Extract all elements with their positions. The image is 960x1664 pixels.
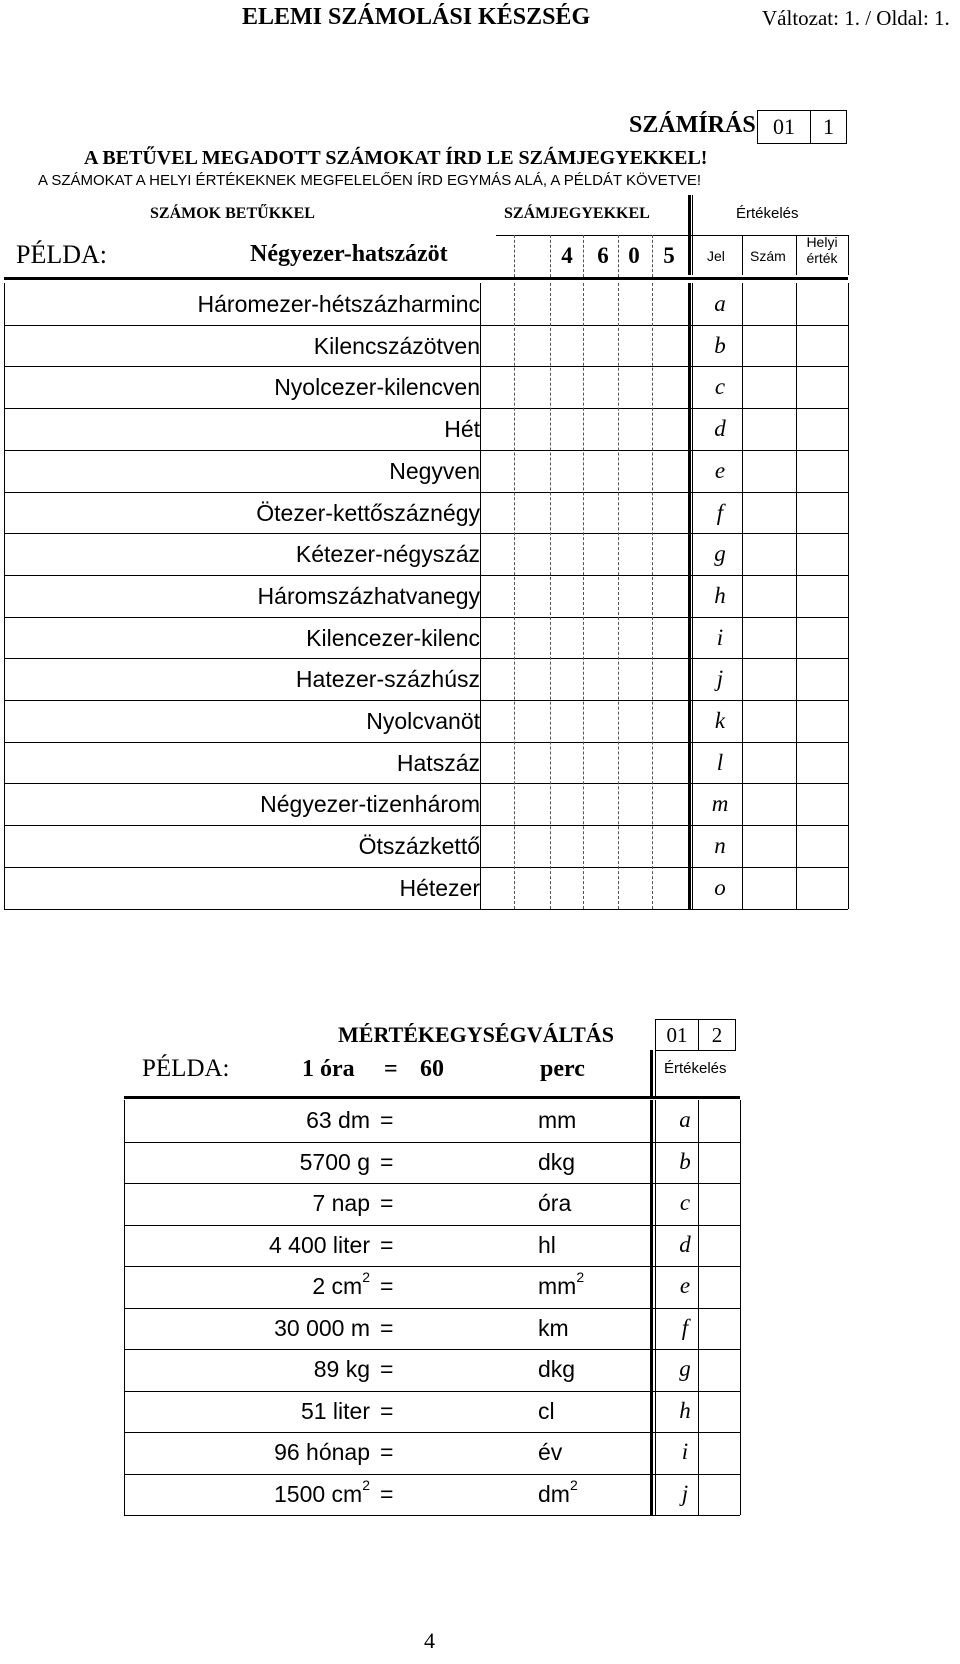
answer-digit-cell[interactable] <box>584 825 617 866</box>
eval-szam-cell[interactable] <box>744 575 794 616</box>
to-unit: dkg <box>538 1148 576 1175</box>
answer-digit-cell[interactable] <box>481 533 513 574</box>
number-row <box>4 783 480 824</box>
answer-blank[interactable] <box>400 1391 520 1432</box>
to-unit: dkg <box>538 1356 576 1382</box>
answer-digit-cell[interactable] <box>551 658 582 699</box>
section2-title: MÉRTÉKEGYSÉGVÁLTÁS <box>338 1022 614 1047</box>
number-words: Ötszázkettő <box>358 833 480 860</box>
eval-szam-cell[interactable] <box>744 325 794 366</box>
answer-blank[interactable] <box>400 1349 520 1390</box>
conversion-to <box>538 1149 575 1176</box>
row-letter: l <box>716 749 724 775</box>
answer-blank[interactable] <box>400 1100 520 1141</box>
row-letter: n <box>714 833 726 859</box>
answer-digit-cell[interactable] <box>481 825 513 866</box>
answer-digit-cell[interactable] <box>619 492 651 533</box>
answer-digit-cell[interactable] <box>481 283 513 324</box>
section2-example-unit: perc <box>540 1056 585 1082</box>
row-letter: i <box>716 624 724 650</box>
conversion-from <box>301 1398 370 1425</box>
answer-digit-cell[interactable] <box>551 283 582 324</box>
conversion-to <box>538 1232 556 1259</box>
section1-code-box <box>757 110 811 144</box>
eval-helyi-cell[interactable] <box>798 617 846 658</box>
answer-digit-cell[interactable] <box>551 617 582 658</box>
eval-helyi-cell[interactable] <box>798 783 846 824</box>
number-words: Ötezer-kettőszáznégy <box>256 499 480 526</box>
section2-col-eval: Értékelés <box>664 1060 727 1077</box>
row-letter: o <box>714 874 726 900</box>
from-value: 51 liter <box>300 1397 370 1424</box>
answer-digit-cell[interactable] <box>619 408 651 449</box>
from-value: 2 cm <box>312 1273 363 1299</box>
number-row <box>4 492 480 533</box>
to-unit: dm <box>538 1480 570 1507</box>
answer-digit-cell[interactable] <box>515 575 549 616</box>
row-letter: d <box>714 416 726 442</box>
answer-digit-cell[interactable] <box>584 325 617 366</box>
from-value: 1500 cm <box>273 1480 363 1507</box>
eval-helyi-header <box>800 234 844 266</box>
answer-digit-cell[interactable] <box>584 700 617 741</box>
conversion-to <box>538 1439 562 1466</box>
row-letter: g <box>714 541 726 567</box>
eval-cell[interactable] <box>700 1142 738 1183</box>
row-letter: b <box>714 332 726 358</box>
eval-cell[interactable] <box>700 1432 738 1473</box>
example-digit-thousands: 4 <box>561 243 573 268</box>
number-words: Kétezer-négyszáz <box>295 541 480 568</box>
to-unit: óra <box>538 1190 572 1216</box>
answer-digit-cell[interactable] <box>515 825 549 866</box>
answer-digit-cell[interactable] <box>481 783 513 824</box>
answer-digit-cell[interactable] <box>619 658 651 699</box>
conversion-to <box>538 1190 571 1217</box>
answer-digit-cell[interactable] <box>551 492 582 533</box>
conversion-from <box>273 1476 370 1508</box>
equals-sign: = <box>380 1231 394 1258</box>
answer-digit-cell[interactable] <box>481 450 513 491</box>
row-letter: d <box>679 1231 691 1257</box>
conversion-from <box>312 1269 370 1300</box>
answer-digit-cell[interactable] <box>481 742 513 783</box>
answer-digit-cell[interactable] <box>619 617 651 658</box>
answer-digit-cell[interactable] <box>584 658 617 699</box>
conversion-from <box>300 1149 370 1176</box>
eval-jel-header: Jel <box>707 248 725 264</box>
col-header-words: SZÁMOK BETŰKKEL <box>150 205 315 222</box>
answer-digit-cell[interactable] <box>551 867 582 908</box>
eval-szam-cell[interactable] <box>744 867 794 908</box>
row-letter: h <box>679 1397 691 1423</box>
section2-code: 01 <box>666 1023 688 1047</box>
number-row <box>4 575 480 616</box>
answer-blank[interactable] <box>400 1308 520 1349</box>
eval-szam-cell[interactable] <box>744 450 794 491</box>
section2-example-value: 60 <box>420 1056 444 1082</box>
row-letter: h <box>714 582 726 608</box>
answer-digit-cell[interactable] <box>584 492 617 533</box>
equals-sign: = <box>380 1107 394 1133</box>
answer-digit-cell[interactable] <box>515 867 549 908</box>
conversion-from <box>312 1190 370 1217</box>
from-value: 7 nap <box>312 1190 370 1216</box>
to-unit: cl <box>538 1397 555 1424</box>
equals-sign: = <box>380 1356 394 1382</box>
eval-helyi-cell[interactable] <box>798 867 846 908</box>
answer-digit-cell[interactable] <box>551 325 582 366</box>
number-row <box>4 825 480 866</box>
from-exponent: 2 <box>362 1476 370 1493</box>
answer-digit-cell[interactable] <box>551 366 582 407</box>
example-digit-ones: 5 <box>663 243 675 268</box>
eval-helyi-cell[interactable] <box>798 450 846 491</box>
number-words: Nyolcvanöt <box>366 708 480 734</box>
eval-helyi-cell[interactable] <box>798 742 846 783</box>
answer-digit-cell[interactable] <box>515 408 549 449</box>
number-words: Hét <box>444 416 480 443</box>
eval-cell[interactable] <box>700 1183 738 1224</box>
variant-page-info: Változat: 1. / Oldal: 1. <box>762 6 950 30</box>
answer-blank[interactable] <box>400 1474 520 1515</box>
conversion-from <box>306 1107 370 1134</box>
conversion-from <box>274 1315 370 1342</box>
col-header-eval: Értékelés <box>736 205 799 222</box>
answer-digit-cell[interactable] <box>551 408 582 449</box>
answer-digit-cell[interactable] <box>515 617 549 658</box>
eval-szam-cell[interactable] <box>744 658 794 699</box>
answer-digit-cell[interactable] <box>619 533 651 574</box>
equals-sign: = <box>380 1480 394 1507</box>
number-words: Negyven <box>389 457 480 484</box>
section2-example-label: PÉLDA: <box>142 1055 230 1082</box>
answer-blank[interactable] <box>400 1142 520 1183</box>
document-title: ELEMI SZÁMOLÁSI KÉSZSÉG <box>242 4 591 30</box>
number-row <box>4 408 480 449</box>
row-letter: e <box>679 1273 691 1298</box>
example-label: PÉLDA: <box>16 240 107 269</box>
number-words: Hétezer <box>399 874 480 901</box>
section1-title: SZÁMÍRÁS <box>629 112 756 138</box>
conversion-to <box>538 1476 578 1508</box>
answer-digit-cell[interactable] <box>551 700 582 741</box>
eval-helyi-cell[interactable] <box>798 533 846 574</box>
answer-digit-cell[interactable] <box>584 283 617 324</box>
section1-instruction: A BETŰVEL MEGADOTT SZÁMOKAT ÍRD LE SZÁMJEGYEKKEL! <box>84 147 708 169</box>
answer-digit-cell[interactable] <box>619 700 651 741</box>
answer-digit-cell[interactable] <box>515 783 549 824</box>
eval-helyi-cell[interactable] <box>798 825 846 866</box>
answer-digit-cell[interactable] <box>584 575 617 616</box>
answer-digit-cell[interactable] <box>619 825 651 866</box>
to-unit: km <box>538 1314 569 1341</box>
answer-digit-cell[interactable] <box>619 325 651 366</box>
eval-cell[interactable] <box>700 1308 738 1349</box>
eval-szam-header: Szám <box>750 248 786 264</box>
page-number: 4 <box>424 1628 435 1653</box>
eval-helyi-cell[interactable] <box>798 658 846 699</box>
row-letter: i <box>681 1439 689 1464</box>
answer-digit-cell[interactable] <box>619 450 651 491</box>
from-value: 63 dm <box>306 1107 370 1133</box>
eval-helyi-line2: érték <box>806 250 838 266</box>
equals-sign: = <box>380 1273 394 1299</box>
from-value: 4 400 liter <box>268 1231 370 1258</box>
row-letter: m <box>711 791 729 817</box>
from-value: 5700 g <box>299 1148 370 1175</box>
answer-digit-cell[interactable] <box>584 867 617 908</box>
row-letter: k <box>714 708 726 733</box>
eval-szam-cell[interactable] <box>744 533 794 574</box>
equals-sign: = <box>380 1314 394 1341</box>
from-value: 89 kg <box>313 1356 370 1382</box>
col-header-digits: SZÁMJEGYEKKEL <box>504 205 650 222</box>
number-words: Háromszázhatvanegy <box>257 582 480 609</box>
section2-code-box <box>655 1019 699 1051</box>
row-letter: b <box>679 1148 691 1174</box>
section2-num: 2 <box>711 1023 723 1047</box>
conversion-to <box>538 1315 569 1342</box>
eval-helyi-cell[interactable] <box>798 575 846 616</box>
eval-szam-cell[interactable] <box>744 366 794 407</box>
answer-digit-cell[interactable] <box>584 366 617 407</box>
answer-blank[interactable] <box>400 1266 520 1307</box>
eval-cell[interactable] <box>700 1266 738 1307</box>
answer-blank[interactable] <box>400 1183 520 1224</box>
answer-digit-cell[interactable] <box>551 533 582 574</box>
eval-cell[interactable] <box>700 1349 738 1390</box>
answer-blank[interactable] <box>400 1225 520 1266</box>
answer-digit-cell[interactable] <box>619 366 651 407</box>
answer-digit-cell[interactable] <box>619 283 651 324</box>
eval-szam-cell[interactable] <box>744 617 794 658</box>
conversion-from <box>314 1356 370 1383</box>
number-words: Kilencszázötven <box>313 332 480 359</box>
answer-digit-cell[interactable] <box>481 658 513 699</box>
number-words: Háromezer-hétszázharminc <box>197 291 480 317</box>
answer-digit-cell[interactable] <box>584 408 617 449</box>
answer-digit-cell[interactable] <box>619 742 651 783</box>
conversion-from <box>269 1232 370 1259</box>
row-letter: a <box>714 291 726 316</box>
answer-digit-cell[interactable] <box>515 283 549 324</box>
section1-num: 1 <box>823 114 834 139</box>
number-row <box>4 617 480 658</box>
section1-num-box <box>810 110 847 144</box>
number-row <box>4 700 480 741</box>
answer-digit-cell[interactable] <box>515 366 549 407</box>
section2-num-box <box>698 1019 736 1051</box>
eval-helyi-cell[interactable] <box>798 408 846 449</box>
eval-szam-cell[interactable] <box>744 742 794 783</box>
answer-digit-cell[interactable] <box>584 783 617 824</box>
eval-helyi-cell[interactable] <box>798 492 846 533</box>
row-letter: c <box>714 374 726 400</box>
equals-sign: = <box>380 1439 394 1465</box>
eval-helyi-cell[interactable] <box>798 283 846 324</box>
answer-digit-cell[interactable] <box>551 575 582 616</box>
answer-digit-cell[interactable] <box>515 450 549 491</box>
to-unit: hl <box>538 1231 556 1258</box>
answer-digit-cell[interactable] <box>481 700 513 741</box>
answer-digit-cell[interactable] <box>551 783 582 824</box>
eval-szam-cell[interactable] <box>744 408 794 449</box>
number-row <box>4 742 480 783</box>
answer-digit-cell[interactable] <box>551 742 582 783</box>
answer-digit-cell[interactable] <box>584 617 617 658</box>
eval-helyi-cell[interactable] <box>798 366 846 407</box>
row-letter: e <box>714 457 726 483</box>
example-words: Négyezer-hatszázöt <box>250 241 448 267</box>
conversion-to <box>538 1269 585 1300</box>
row-letter: j <box>681 1480 689 1506</box>
answer-digit-cell[interactable] <box>481 492 513 533</box>
to-unit: év <box>538 1439 563 1465</box>
number-row <box>4 450 480 491</box>
answer-digit-cell[interactable] <box>619 867 651 908</box>
number-row <box>4 366 480 407</box>
row-letter: c <box>679 1190 691 1215</box>
answer-digit-cell[interactable] <box>619 783 651 824</box>
equals-sign: = <box>380 1190 394 1216</box>
answer-digit-cell[interactable] <box>481 575 513 616</box>
from-exponent: 2 <box>362 1269 370 1285</box>
eval-cell[interactable] <box>700 1100 738 1141</box>
section1-subinstruction: A SZÁMOKAT A HELYI ÉRTÉKEKNEK MEGFELELŐEN ÍRD EGYMÁS ALÁ, A PÉLDÁT KÖVETVE! <box>38 172 702 189</box>
conversion-to <box>538 1107 576 1134</box>
eval-szam-cell[interactable] <box>744 700 794 741</box>
row-letter: f <box>716 499 724 525</box>
from-value: 96 hónap <box>274 1439 370 1465</box>
number-words: Hatezer-százhúsz <box>295 666 480 693</box>
from-value: 30 000 m <box>274 1314 370 1341</box>
number-row <box>4 867 480 908</box>
answer-digit-cell[interactable] <box>584 742 617 783</box>
eval-szam-cell[interactable] <box>744 825 794 866</box>
eval-szam-cell[interactable] <box>744 492 794 533</box>
answer-blank[interactable] <box>400 1432 520 1473</box>
eval-cell[interactable] <box>700 1225 738 1266</box>
number-words: Kilencezer-kilenc <box>306 624 480 651</box>
number-row <box>4 283 480 324</box>
equals-sign: = <box>380 1397 394 1424</box>
answer-digit-cell[interactable] <box>619 575 651 616</box>
row-letter: g <box>679 1356 691 1381</box>
eval-cell[interactable] <box>700 1391 738 1432</box>
answer-digit-cell[interactable] <box>481 325 513 366</box>
conversion-from <box>274 1439 370 1466</box>
row-letter: j <box>716 666 724 692</box>
answer-digit-cell[interactable] <box>584 450 617 491</box>
row-letter: a <box>679 1107 691 1132</box>
answer-digit-cell[interactable] <box>515 533 549 574</box>
section2-example-from: 1 óra <box>302 1056 355 1082</box>
number-row <box>4 533 480 574</box>
answer-digit-cell[interactable] <box>515 700 549 741</box>
eval-helyi-cell[interactable] <box>798 700 846 741</box>
example-digit-hundreds: 6 <box>597 243 609 268</box>
number-row <box>4 325 480 366</box>
section1-code: 01 <box>773 114 795 139</box>
number-words: Nyolcezer-kilencven <box>274 374 480 401</box>
example-digit-tens: 0 <box>628 243 640 268</box>
answer-digit-cell[interactable] <box>551 450 582 491</box>
answer-digit-cell[interactable] <box>515 742 549 783</box>
eval-cell[interactable] <box>700 1474 738 1515</box>
conversion-to <box>538 1356 575 1383</box>
answer-digit-cell[interactable] <box>551 825 582 866</box>
number-words: Hatszáz <box>396 749 480 776</box>
to-unit: mm <box>538 1107 577 1133</box>
answer-digit-cell[interactable] <box>515 492 549 533</box>
conversion-to <box>538 1398 555 1425</box>
row-letter: f <box>681 1314 689 1340</box>
to-exponent: 2 <box>576 1269 585 1285</box>
answer-digit-cell[interactable] <box>481 617 513 658</box>
section2-example-eq: = <box>384 1056 398 1082</box>
eval-helyi-cell[interactable] <box>798 325 846 366</box>
equals-sign: = <box>380 1148 394 1175</box>
eval-helyi-line1: Helyi <box>806 234 838 250</box>
eval-szam-cell[interactable] <box>744 783 794 824</box>
answer-digit-cell[interactable] <box>481 867 513 908</box>
to-exponent: 2 <box>569 1476 578 1493</box>
number-row <box>4 658 480 699</box>
answer-digit-cell[interactable] <box>481 408 513 449</box>
answer-digit-cell[interactable] <box>584 533 617 574</box>
answer-digit-cell[interactable] <box>515 658 549 699</box>
answer-digit-cell[interactable] <box>481 366 513 407</box>
number-words: Négyezer-tizenhárom <box>260 791 480 818</box>
to-unit: mm <box>538 1273 577 1299</box>
eval-szam-cell[interactable] <box>744 283 794 324</box>
answer-digit-cell[interactable] <box>515 325 549 366</box>
